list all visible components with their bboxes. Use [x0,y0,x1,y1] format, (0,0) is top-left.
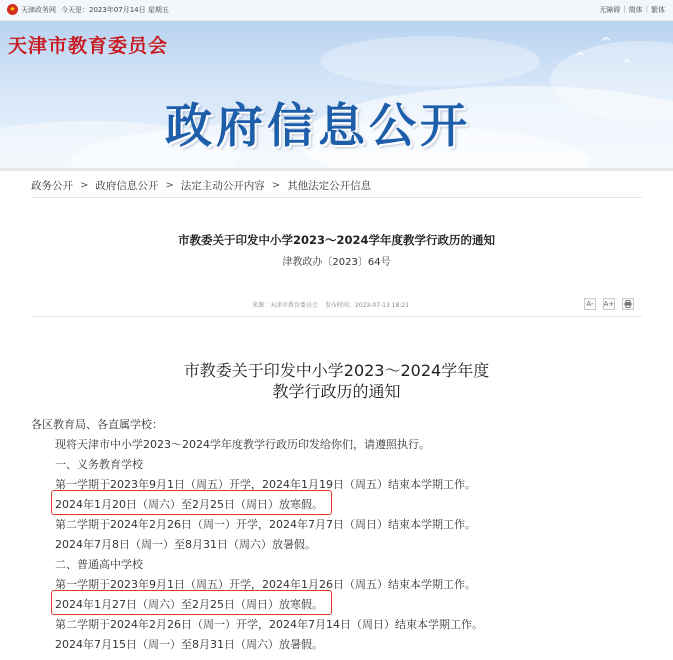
breadcrumb-item[interactable]: 其他法定公开信息 [287,180,372,192]
highlight-box [51,490,332,515]
paragraph: 第一学期于2023年9月1日（周五）开学，2024年1月26日（周五）结束本学期工作。 [55,578,476,591]
simplified-link[interactable]: 简体 [628,6,643,14]
article-title-line: 教学行政历的通知 [272,382,401,401]
chevron-right-icon: > [80,180,89,191]
greeting: 各区教育局、各直属学校： [31,418,163,431]
divider [31,316,642,317]
paragraph: 第一学期于2023年9月1日（周五）开学，2024年1月19日（周五）结束本学期工作。 [55,478,476,491]
article-title-line: 市教委关于印发中小学2023～2024学年度 [183,361,490,380]
chevron-right-icon: > [271,180,281,191]
highlight-box [51,590,332,615]
banner-headline: 政府信息公开 [165,99,471,154]
paragraph-highlighted: 2024年1月20日（周六）至2月25日（周日）放寒假。 [55,498,323,511]
section-heading: 二、普通高中学校 [55,558,143,571]
divider: | [645,5,648,13]
source-text: 来源：天津市教育委员会 [252,302,319,309]
section-heading: 一、义务教育学校 [55,458,143,471]
paragraph: 2024年7月8日（周一）至8月31日（周六）放暑假。 [55,538,316,551]
breadcrumb-item[interactable]: 政府信息公开 [95,180,159,192]
chevron-right-icon: > [165,180,174,191]
font-smaller-button[interactable]: A- [584,298,596,310]
paragraph: 第二学期于2024年2月26日（周一）开学，2024年7月7日（周日）结束本学期工作。 [55,518,476,531]
document-title: 市教委关于印发中小学2023～2024学年度教学行政历的通知 [177,233,495,247]
top-links [599,5,665,15]
org-name[interactable]: 天津市教育委员会 [8,35,169,57]
article-title [0,360,673,402]
publish-time: 发布时间：2023-07-13 18:21 [324,302,410,309]
emblem-icon: ★ [7,4,18,15]
traditional-link[interactable]: 繁体 [651,6,665,14]
paragraph: 现将天津市中小学2023～2024学年度教学行政历印发给你们，请遵照执行。 [55,438,430,451]
article-tools [584,298,634,310]
document-number: 津教政办〔2023〕64号 [282,257,391,268]
site-link[interactable]: 天津政务网 [21,6,56,14]
header-banner [0,21,673,168]
paragraph: 2024年7月15日（周一）至8月31日（周六）放暑假。 [55,638,323,651]
print-icon [624,300,632,308]
accessibility-link[interactable]: 无障碍 [599,6,621,14]
breadcrumb-item[interactable]: 政务公开 [31,180,73,192]
divider: | [623,5,626,13]
date-text: 今天是：2023年07月14日 星期五 [61,6,169,14]
breadcrumb-item[interactable]: 法定主动公开内容 [180,180,265,192]
font-larger-button[interactable]: A+ [603,300,615,308]
paragraph: 第二学期于2024年2月26日（周一）开学，2024年7月14日（周日）结束本学期工作。 [55,618,483,631]
document-meta [252,300,409,309]
breadcrumb [31,178,371,193]
top-bar [0,0,673,21]
divider [31,197,642,198]
paragraph-highlighted: 2024年1月27日（周六）至2月25日（周日）放寒假。 [55,598,323,611]
print-button[interactable] [622,298,634,310]
banner-divider [0,168,673,171]
